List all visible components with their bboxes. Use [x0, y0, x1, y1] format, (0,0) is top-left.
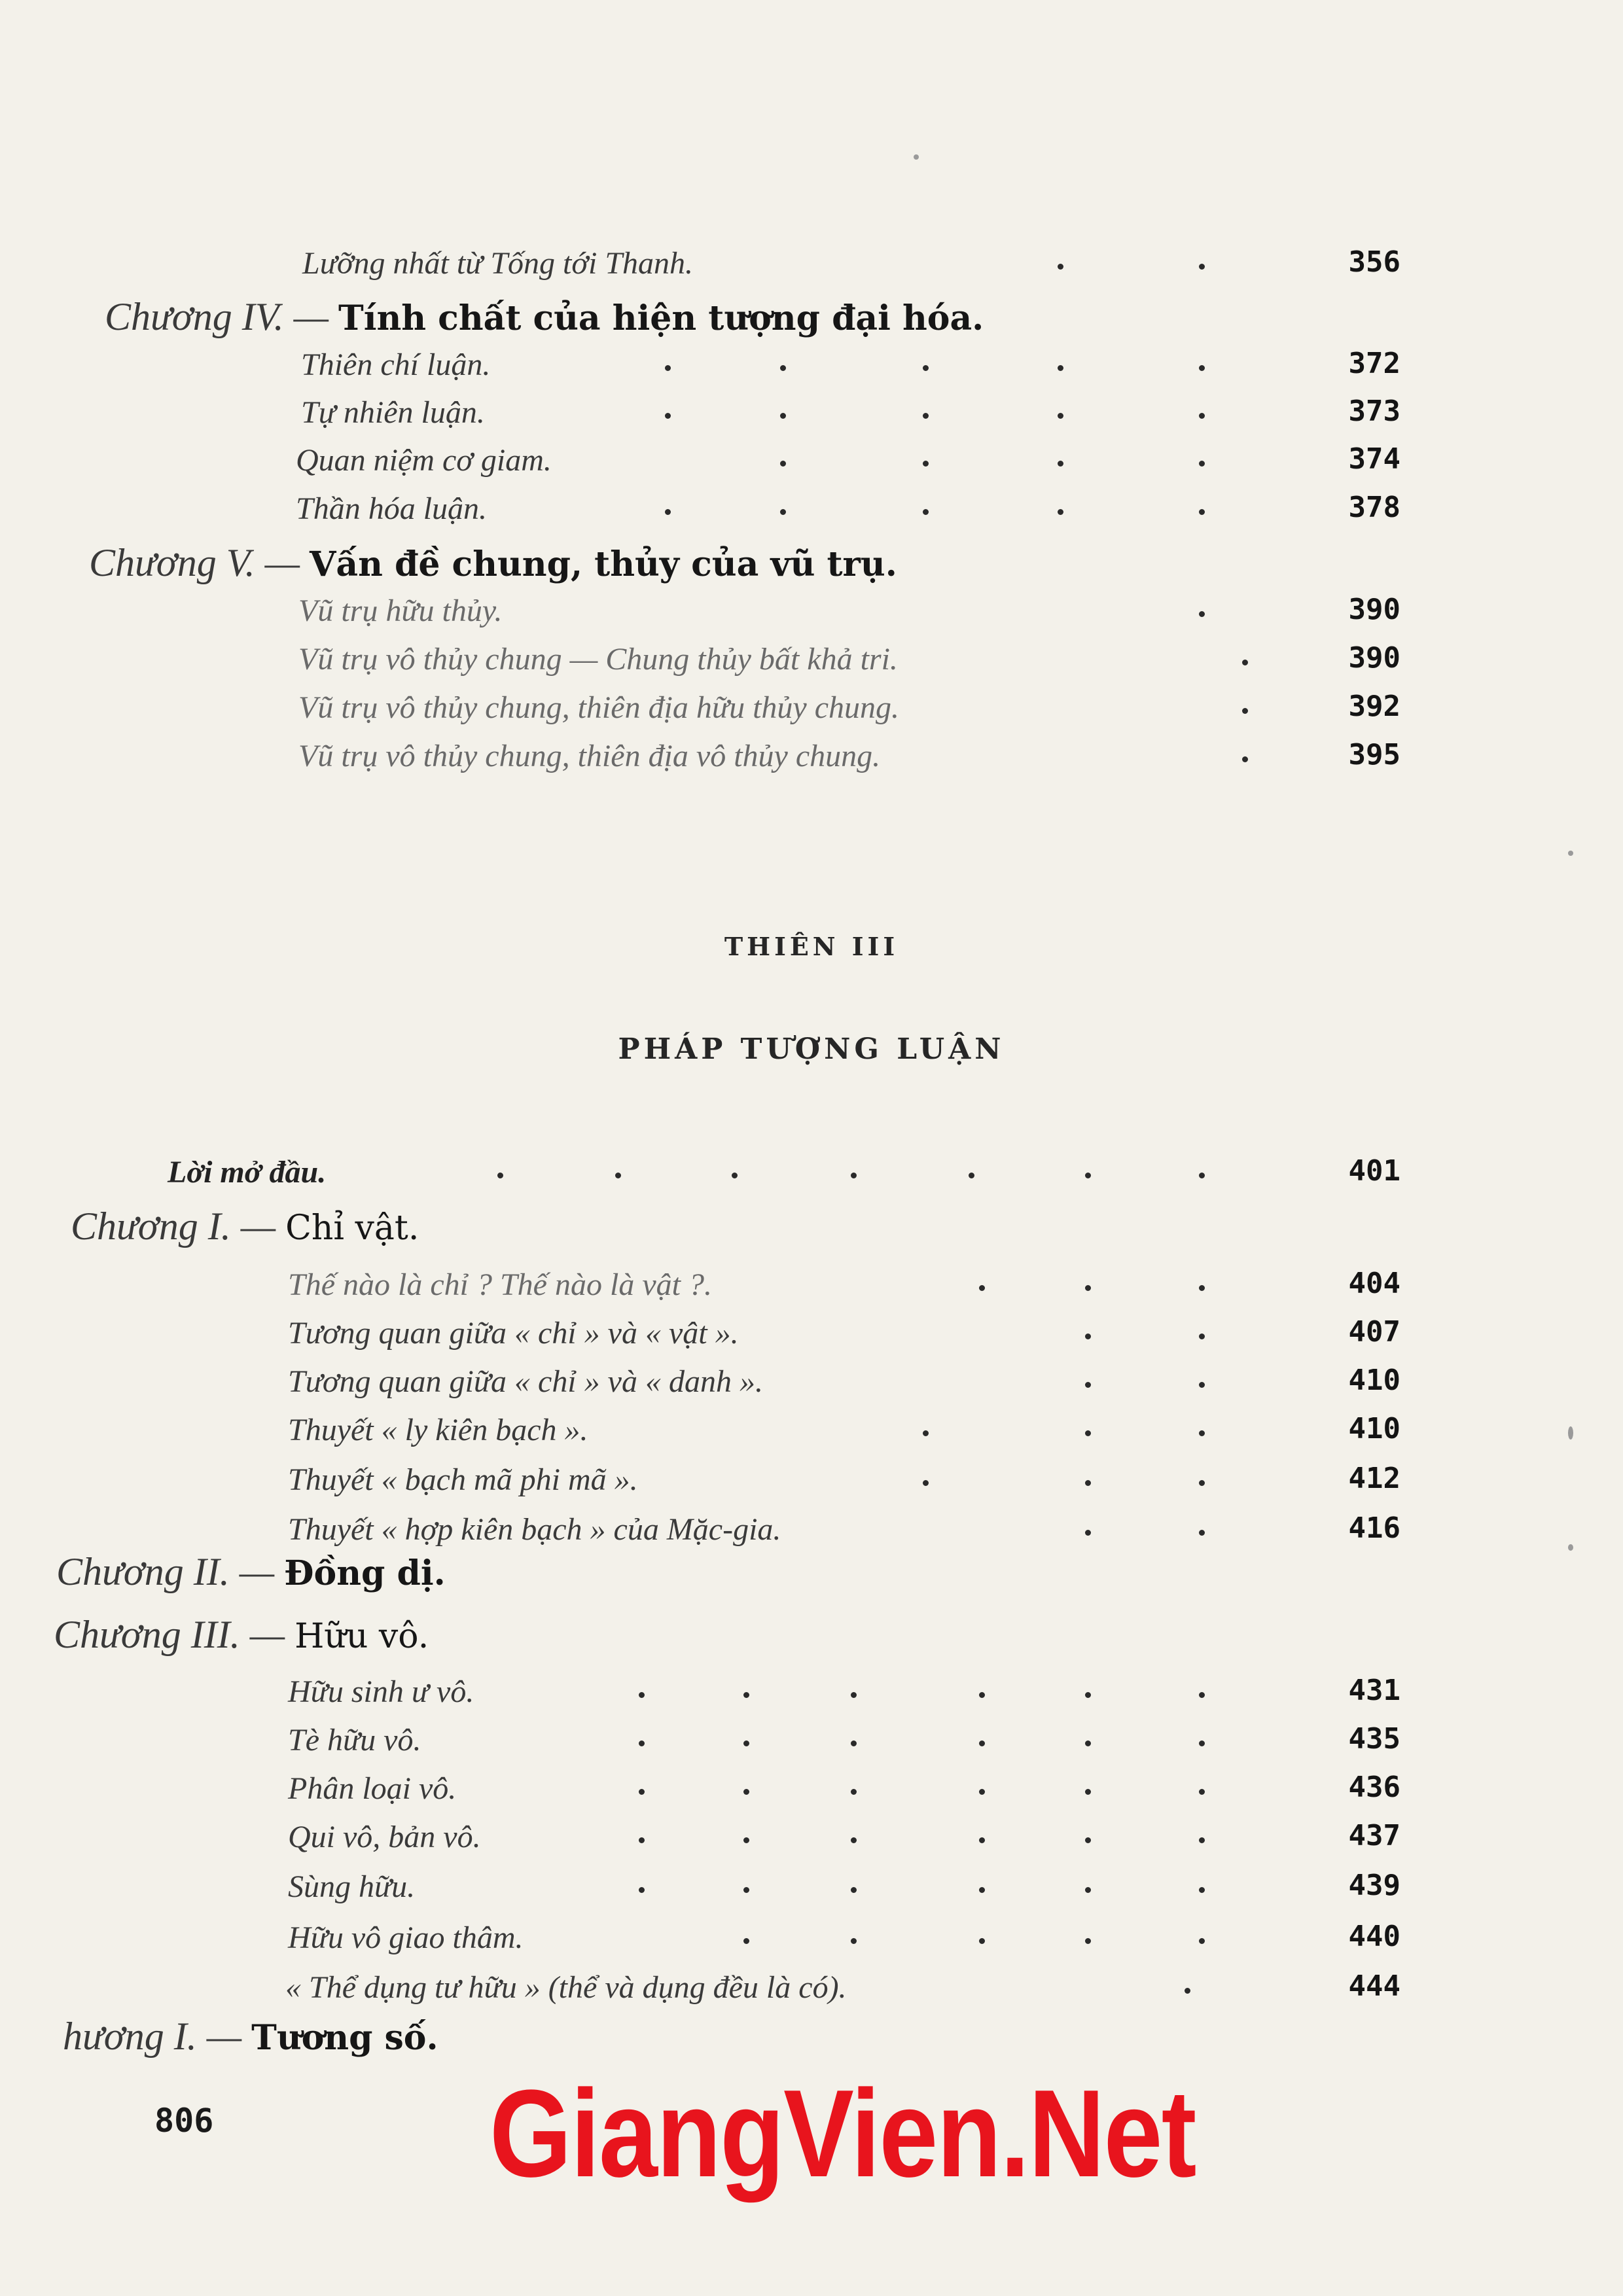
leader-dot	[1199, 1173, 1205, 1178]
toc-entry-title: Thuyết « bạch mã phi mã ».	[288, 1462, 638, 1497]
leader-dot	[1199, 1480, 1205, 1486]
toc-page-number: 401	[1348, 1154, 1400, 1188]
leader-dot	[639, 1740, 645, 1746]
toc-entry-title: Thế nào là chỉ ? Thế nào là vật ?.	[288, 1267, 712, 1302]
toc-entry-title: Tự nhiên luận.	[301, 395, 485, 430]
leader-dot	[639, 1789, 645, 1795]
toc-entry-title: Phân loại vô.	[288, 1771, 457, 1806]
chapter-number: Chương II. —	[56, 1550, 275, 1593]
scan-speck	[914, 154, 919, 160]
leader-dot	[1085, 1938, 1091, 1944]
leader-dot	[1085, 1740, 1091, 1746]
leader-dot	[1199, 365, 1205, 371]
toc-entry	[0, 593, 1623, 639]
toc-entry	[0, 1819, 1623, 1865]
leader-dot	[615, 1173, 621, 1178]
toc-page-number: 416	[1348, 1511, 1400, 1545]
leader-dot	[1199, 1938, 1205, 1944]
toc-entry	[0, 1722, 1623, 1768]
toc-entry	[0, 641, 1623, 687]
leader-dot	[665, 509, 671, 515]
part-label: THIÊN III	[724, 932, 899, 961]
leader-dot	[743, 1740, 749, 1746]
toc-entry	[0, 1267, 1623, 1313]
toc-page-number: 404	[1348, 1267, 1400, 1300]
scan-speck	[1568, 1426, 1573, 1439]
leader-dot	[780, 509, 786, 515]
leader-dot	[969, 1173, 974, 1178]
chapter-heading	[0, 1204, 1623, 1250]
toc-page-number: 373	[1348, 395, 1400, 428]
leader-dot	[780, 461, 786, 467]
watermark: GiangVien.Net	[490, 2064, 1196, 2203]
toc-entry-title: Tương quan giữa « chỉ » và « danh ».	[288, 1364, 763, 1399]
toc-entry-title: Vũ trụ vô thủy chung, thiên địa vô thủy chung.	[298, 739, 881, 773]
chapter-heading	[0, 2014, 1623, 2060]
leader-dot	[851, 1692, 857, 1698]
leader-dot	[780, 413, 786, 419]
toc-entry-title: Thần hóa luận.	[296, 491, 488, 526]
leader-dot	[1199, 611, 1205, 617]
toc-entry	[0, 347, 1623, 393]
scan-speck	[1568, 1544, 1573, 1551]
leader-dot	[1085, 1837, 1091, 1843]
chapter-number: Chương IV. —	[105, 295, 329, 338]
toc-entry	[0, 1462, 1623, 1508]
toc-entry-title: Tè hữu vô.	[288, 1723, 421, 1757]
leader-dot	[1199, 1430, 1205, 1436]
leader-dot	[1058, 365, 1063, 371]
leader-dot	[923, 1430, 929, 1436]
toc-page-number: 410	[1348, 1412, 1400, 1445]
leader-dot	[923, 461, 929, 467]
toc-page-number: 431	[1348, 1674, 1400, 1707]
toc-entry	[0, 491, 1623, 537]
leader-dot	[1199, 1887, 1205, 1893]
toc-entry	[0, 1154, 1623, 1200]
leader-dot	[1199, 1692, 1205, 1698]
chapter-title: Vấn đề chung, thủy của vũ trụ.	[310, 544, 897, 584]
leader-dot	[923, 365, 929, 371]
toc-entry-title: Thuyết « hợp kiên bạch » của Mặc-gia.	[288, 1512, 781, 1547]
toc-entry-title: Hữu sinh ư vô.	[288, 1674, 474, 1709]
leader-dot	[1199, 264, 1205, 270]
leader-dot	[639, 1692, 645, 1698]
chapter-number: Chương III. —	[54, 1613, 285, 1656]
toc-entry-title: Thuyết « ly kiên bạch ».	[288, 1413, 588, 1447]
toc-entry	[0, 1869, 1623, 1915]
leader-dot	[1085, 1430, 1091, 1436]
chapter-heading	[0, 1549, 1623, 1595]
leader-dot	[851, 1789, 857, 1795]
chapter-title: Đồng dị.	[284, 1553, 446, 1593]
leader-dot	[1199, 1789, 1205, 1795]
toc-entry	[0, 395, 1623, 440]
leader-dot	[639, 1887, 645, 1893]
leader-dot	[743, 1887, 749, 1893]
toc-entry-title: Vũ trụ vô thủy chung, thiên địa hữu thủy chung.	[298, 690, 900, 725]
toc-page-number: 390	[1348, 593, 1400, 626]
leader-dot	[1085, 1887, 1091, 1893]
leader-dot	[851, 1938, 857, 1944]
toc-entry	[0, 1315, 1623, 1361]
leader-dot	[1199, 1740, 1205, 1746]
toc-entry-title: Qui vô, bản vô.	[288, 1820, 481, 1854]
leader-dot	[665, 413, 671, 419]
leader-dot	[743, 1938, 749, 1944]
toc-entry	[0, 1969, 1623, 2015]
toc-entry-title: Thiên chí luận.	[301, 347, 491, 382]
toc-entry-title: Quan niệm cơ giam.	[296, 443, 552, 478]
leader-dot	[743, 1837, 749, 1843]
chapter-title: Tính chất của hiện tượng đại hóa.	[338, 298, 984, 338]
leader-dot	[1199, 1285, 1205, 1291]
leader-dot	[1085, 1285, 1091, 1291]
leader-dot	[732, 1173, 738, 1178]
leader-dot	[1085, 1692, 1091, 1698]
toc-page-number: 395	[1348, 738, 1400, 771]
leader-dot	[1085, 1789, 1091, 1795]
leader-dot	[639, 1837, 645, 1843]
toc-entry-title: Lời mở đầu.	[168, 1155, 327, 1190]
toc-entry	[0, 442, 1623, 488]
leader-dot	[743, 1789, 749, 1795]
toc-entry-title: Hữu vô giao thâm.	[288, 1920, 524, 1955]
toc-entry	[0, 690, 1623, 735]
leader-dot	[1199, 509, 1205, 515]
leader-dot	[979, 1837, 985, 1843]
toc-page-number: 378	[1348, 491, 1400, 524]
leader-dot	[1085, 1173, 1091, 1178]
leader-dot	[851, 1173, 857, 1178]
chapter-heading	[0, 1612, 1623, 1658]
leader-dot	[851, 1740, 857, 1746]
leader-dot	[1242, 756, 1248, 762]
leader-dot	[1242, 708, 1248, 714]
leader-dot	[979, 1789, 985, 1795]
leader-dot	[1199, 413, 1205, 419]
leader-dot	[1199, 1837, 1205, 1843]
leader-dot	[1185, 1988, 1190, 1994]
toc-page-number: 437	[1348, 1819, 1400, 1852]
leader-dot	[979, 1692, 985, 1698]
leader-dot	[1085, 1382, 1091, 1388]
leader-dot	[1058, 413, 1063, 419]
leader-dot	[780, 365, 786, 371]
leader-dot	[1085, 1333, 1091, 1339]
leader-dot	[665, 365, 671, 371]
toc-entry	[0, 1920, 1623, 1966]
toc-entry-title: Sùng hữu.	[288, 1869, 416, 1904]
toc-page-number: 435	[1348, 1722, 1400, 1756]
toc-page-number: 392	[1348, 690, 1400, 723]
toc-page-number: 412	[1348, 1462, 1400, 1495]
leader-dot	[923, 413, 929, 419]
toc-entry	[0, 245, 1623, 291]
leader-dot	[1242, 660, 1248, 665]
toc-entry	[0, 1412, 1623, 1458]
leader-dot	[1058, 264, 1063, 270]
chapter-title: Hữu vô.	[294, 1617, 429, 1656]
leader-dot	[1058, 509, 1063, 515]
leader-dot	[1199, 461, 1205, 467]
toc-entry-title: Tương quan giữa « chỉ » và « vật ».	[288, 1316, 739, 1351]
toc-entry	[0, 1771, 1623, 1816]
leader-dot	[979, 1740, 985, 1746]
toc-entry-title: Vũ trụ hữu thủy.	[298, 593, 503, 628]
leader-dot	[851, 1837, 857, 1843]
scan-speck	[1568, 851, 1573, 856]
chapter-number: Chương V. —	[89, 541, 300, 584]
leader-dot	[1085, 1480, 1091, 1486]
toc-page-number: 356	[1348, 245, 1400, 279]
chapter-number: Chương I. —	[71, 1205, 276, 1248]
part-title: PHÁP TƯỢNG LUẬN	[618, 1033, 1005, 1066]
leader-dot	[923, 1480, 929, 1486]
toc-entry	[0, 1364, 1623, 1409]
page-number: 806	[154, 2102, 214, 2140]
chapter-heading	[0, 540, 1623, 586]
leader-dot	[1199, 1530, 1205, 1536]
leader-dot	[979, 1938, 985, 1944]
toc-page-number: 436	[1348, 1771, 1400, 1804]
chapter-number: hương I. —	[63, 2015, 242, 2058]
toc-entry-title: Lưỡng nhất từ Tống tới Thanh.	[302, 246, 694, 281]
leader-dot	[851, 1887, 857, 1893]
leader-dot	[497, 1173, 503, 1178]
toc-page-number: 374	[1348, 442, 1400, 476]
leader-dot	[1199, 1333, 1205, 1339]
toc-page-number: 410	[1348, 1364, 1400, 1397]
leader-dot	[979, 1887, 985, 1893]
toc-page-number: 390	[1348, 641, 1400, 675]
leader-dot	[1085, 1530, 1091, 1536]
leader-dot	[979, 1285, 985, 1291]
chapter-heading	[0, 294, 1623, 340]
leader-dot	[743, 1692, 749, 1698]
toc-page-number: 439	[1348, 1869, 1400, 1902]
toc-page-number: 444	[1348, 1969, 1400, 2003]
toc-entry-title: Vũ trụ vô thủy chung — Chung thủy bất khả tri.	[298, 642, 898, 677]
toc-entry-title: « Thể dụng tư hữu » (thể và dụng đều là có).	[285, 1970, 847, 2005]
toc-page-number: 407	[1348, 1315, 1400, 1349]
leader-dot	[923, 509, 929, 515]
toc-entry	[0, 738, 1623, 784]
toc-page-number: 372	[1348, 347, 1400, 380]
toc-entry	[0, 1674, 1623, 1720]
leader-dot	[1199, 1382, 1205, 1388]
chapter-title: Chỉ vật.	[285, 1209, 419, 1248]
toc-page-number: 440	[1348, 1920, 1400, 1953]
leader-dot	[1058, 461, 1063, 467]
chapter-title: Tương số.	[251, 2018, 438, 2058]
